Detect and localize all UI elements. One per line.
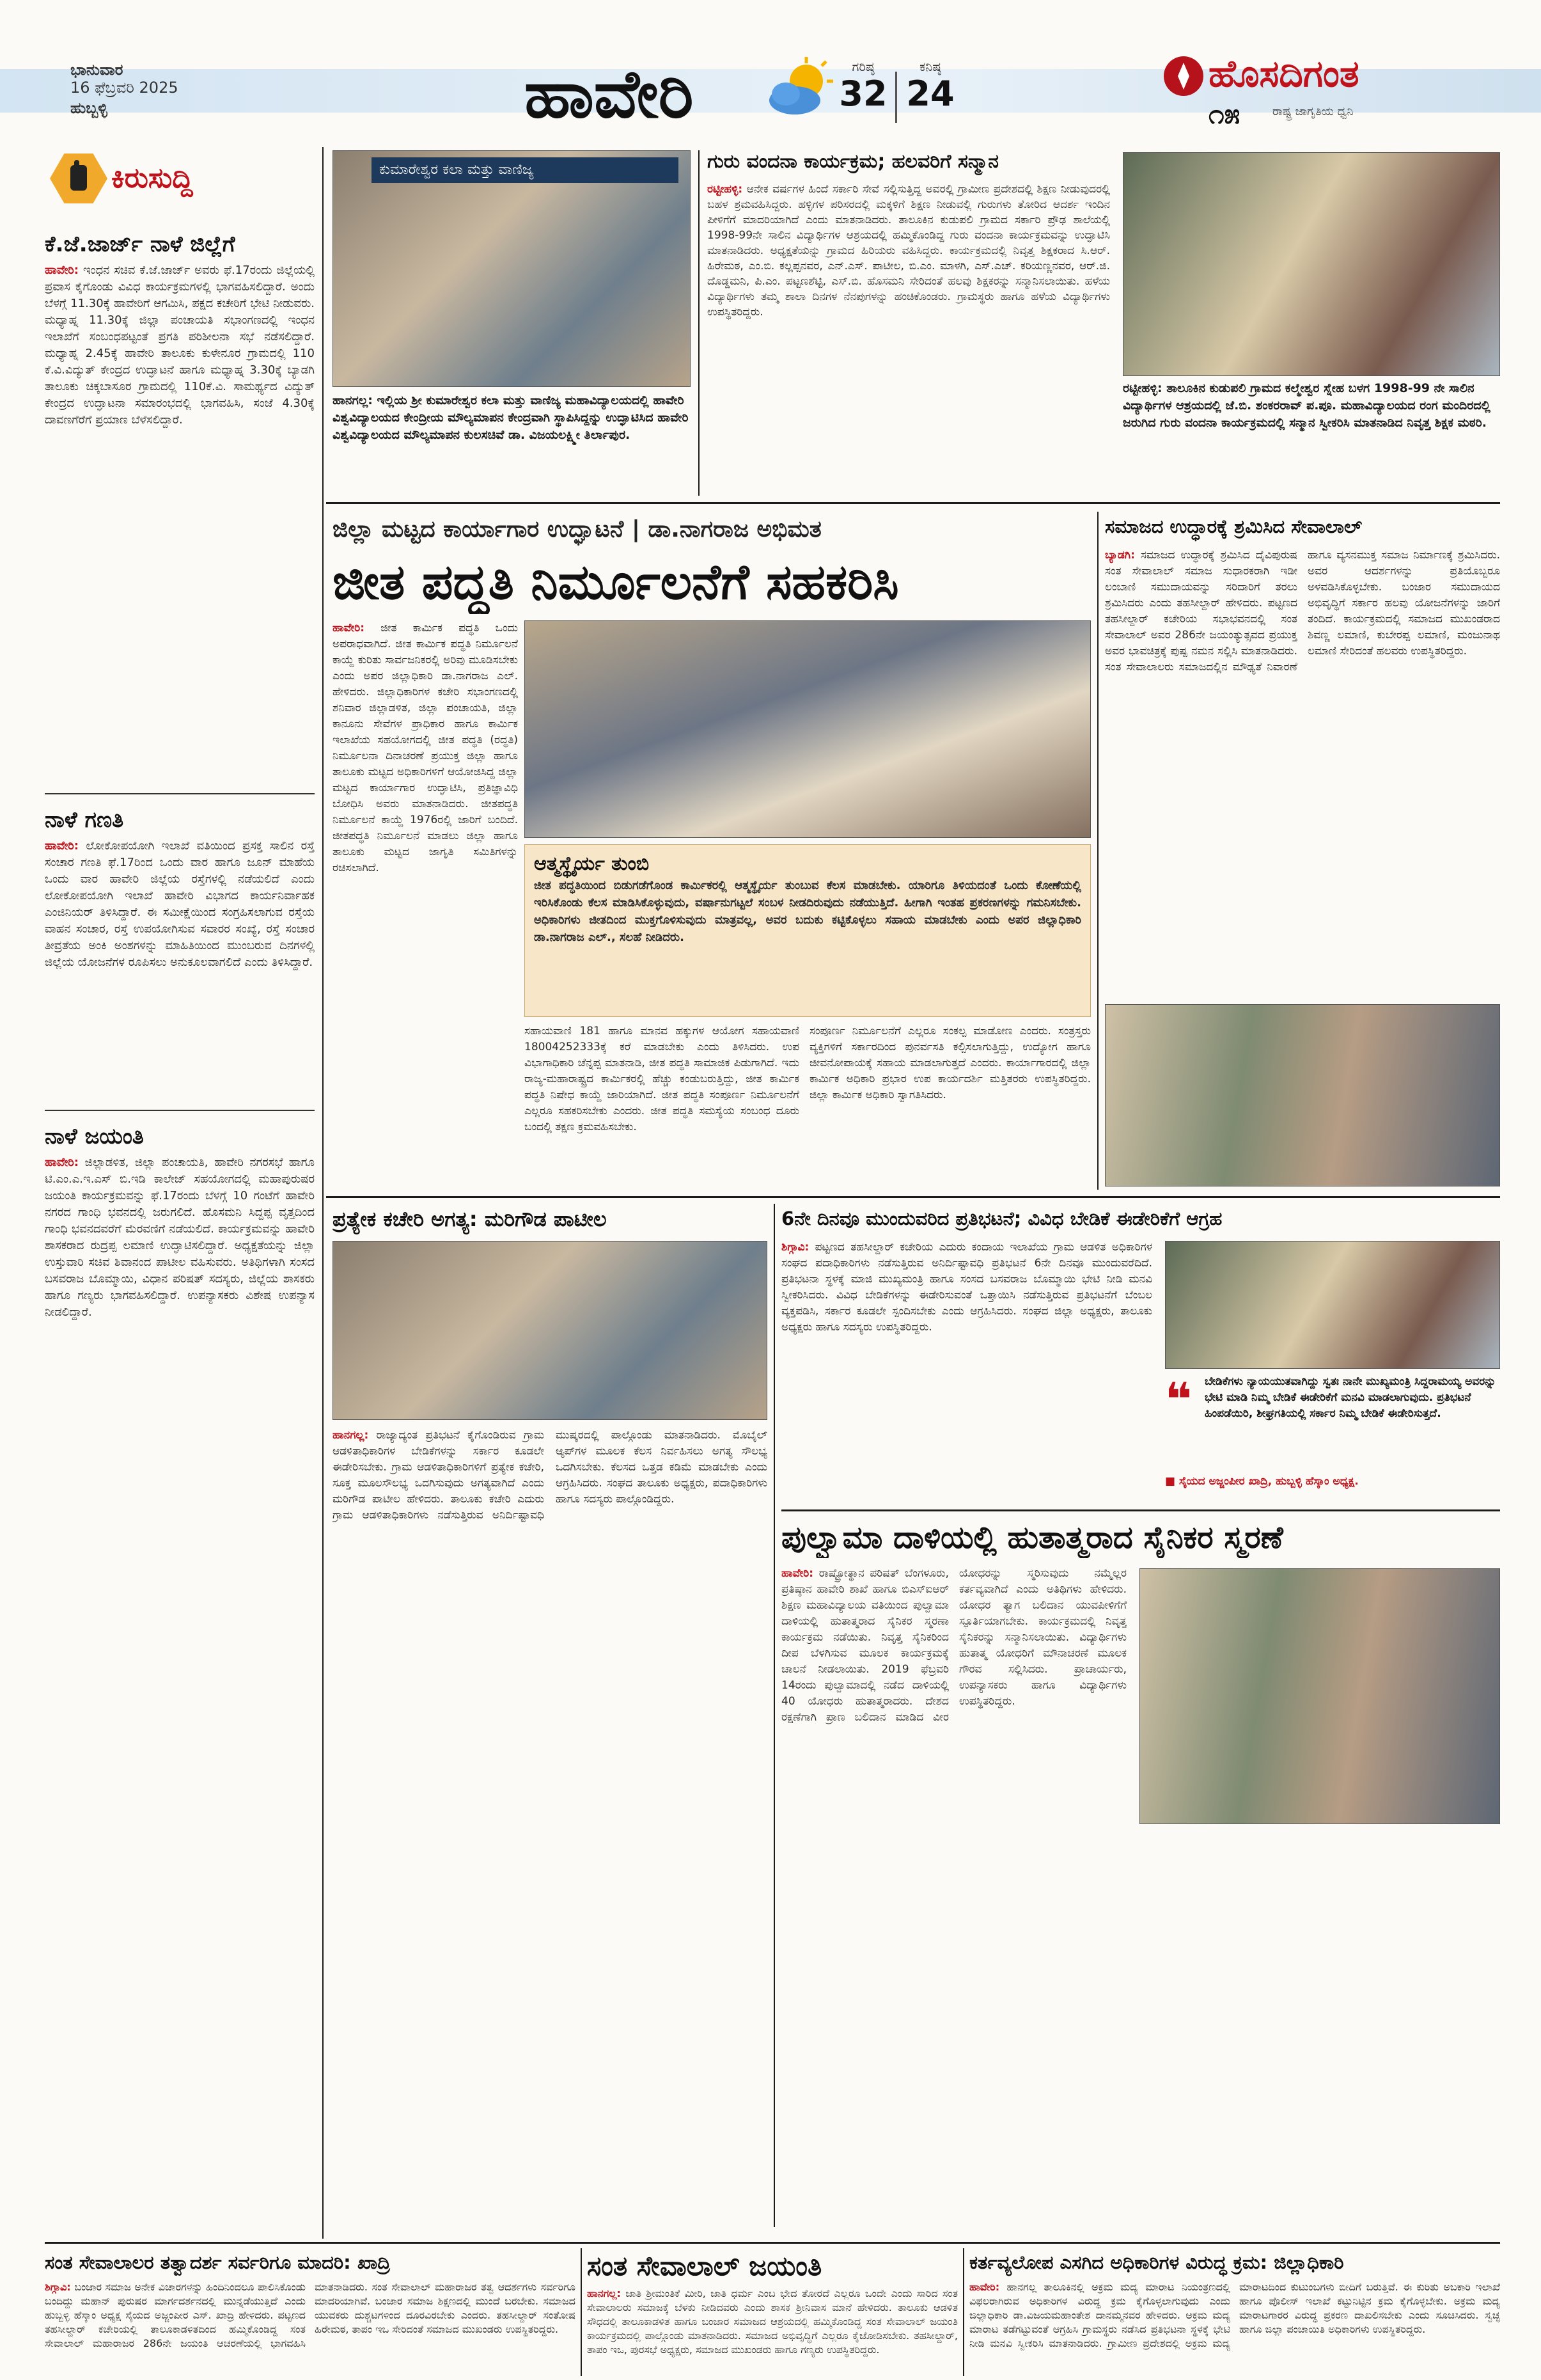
lead-box: [524, 844, 1091, 1017]
sevalal-story-1: [1105, 512, 1500, 1190]
sevalal-1-title: ಸಮಾಜದ ಉದ್ಧಾರಕ್ಕೆ ಶ್ರಮಿಸಿದ ಸೇವಾಲಾಲ್: [1105, 516, 1363, 537]
story-a-photo-banner: ಕುಮಾರೇಶ್ವರ ಕಲಾ ಮತ್ತು ವಾಣಿಜ್ಯ: [372, 157, 678, 183]
lead-story: [332, 512, 1091, 1190]
story-c-body: [332, 1428, 767, 2221]
story-c: [332, 1204, 767, 2227]
story-c-title: ಪ್ರತ್ಯೇಕ ಕಚೇರಿ ಅಗತ್ಯ: ಮರಿಗೌಡ ಪಾಟೀಲ: [332, 1207, 607, 1231]
bottom-1-title: ಸಂತ ಸೇವಾಲಾಲರ ತತ್ವಾದರ್ಶ ಸರ್ವರಿಗೂ ಮಾದರಿ: ಖಾದ್ರಿ: [45, 2251, 391, 2273]
brief-2-divider: [45, 1110, 315, 1111]
row2-divider: [326, 1196, 1500, 1198]
max-temp-label: ಗರಿಷ್ಠ: [852, 59, 875, 74]
masthead: [0, 0, 1541, 139]
pulwama-body: [781, 1566, 1127, 2225]
brief-2-dateline: ಹಾವೇರಿ:: [45, 839, 79, 853]
bottom-2-dateline: ಹಾನಗಲ್ಲ:: [587, 2287, 621, 2299]
sevalal-1-dateline: ಬ್ಯಾಡಗಿ:: [1105, 549, 1135, 562]
story-d-body: [781, 1240, 1152, 1502]
brief-1-dateline: ಹಾವೇರಿ:: [45, 264, 79, 277]
story-a: [332, 150, 691, 496]
kirusuddi-label: ಕಿರುಸುದ್ದಿ: [111, 162, 193, 194]
pulwama-title: ಪುಲ್ವಾಮಾ ದಾಳಿಯಲ್ಲಿ ಹುತಾತ್ಮರಾದ ಸೈನಿಕರ ಸ್ಮರಣೆ: [781, 1520, 1283, 1556]
row3-divider: [781, 1509, 1500, 1511]
brief-3-body: ಜಿಲ್ಲಾಡಳಿತ, ಜಿಲ್ಲಾ ಪಂಚಾಯತಿ, ಹಾವೇರಿ ನಗರಸಭೆ ಹಾಗೂ ಟಿ.ಎಂ.ಎ.ಇ.ಎಸ್ ಬಿ.ಇಡಿ ಕಾಲೇಜ್ ಸಹಯೋಗದಲ್ಲಿ ಮಹಾಪುರುಷರ ಜಯಂತಿ ಕಾರ್ಯಕ್ರಮವನ್ನು ಫೆ.17ರಂದು ಬೆಳಗ್ಗೆ 10 ಗಂಟೆಗೆ ಹಾವೇರಿ ನಗರದ ಗಾಂಧಿ ಭವನದಲ್ಲಿ ಜರುಗಲಿದೆ. ಹೊಸಮನಿ ಸಿದ್ದಪ್ಪ ವೃತ್ತದಿಂದ ಗಾಂಧಿ ಭವನದವರೆಗೆ ಮೆರವಣಿಗೆ ನಡೆಯಲಿದೆ. ಕಾರ್ಯಕ್ರಮವನ್ನು ಹಾವೇರಿ ಶಾಸಕರಾದ ರುದ್ರಪ್ಪ ಲಮಾಣಿ ಉದ್ಘಾಟಿಸಲಿದ್ದಾರೆ. ಅಧ್ಯಕ್ಷತೆಯನ್ನು ಜಿಲ್ಲಾ ಉಸ್ತುವಾರಿ ಸಚಿವ ಶಿವಾನಂದ ಪಾಟೀಲ ವಹಿಸುವರು. ಅತಿಥಿಗಳಾಗಿ ಸಂಸದ ಬಸವರಾಜ ಬೊಮ್ಮಾಯಿ, ವಿಧಾನ ಪರಿಷತ್ ಸದಸ್ಯರು, ಜಿಲ್ಲೆಯ ಶಾಸಕರು ಹಾಗೂ ಗಣ್ಯರು ಭಾಗವಹಿಸಲಿದ್ದಾರೆ. ಉಪನ್ಯಾಸಕರು ವಿಶೇಷ ಉಪನ್ಯಾಸ ನೀಡಲಿದ್ದಾರೆ.: [45, 1156, 315, 1319]
sevalal-1-text: ಸಮಾಜದ ಉದ್ಧಾರಕ್ಕೆ ಶ್ರಮಿಸಿದ ದೈವಿಪುರುಷ ಸಂತ ಸೇವಾಲಾಲ್ ಸಮಾಜ ಸುಧಾರಕರಾಗಿ ಇಡೀ ಲಂಬಾಣಿ ಸಮುದಾಯವನ್ನು ಸರಿದಾರಿಗೆ ತರಲು ಶ್ರಮಿಸಿದರು ಎಂದು ತಹಸೀಲ್ದಾರ್ ಹೇಳಿದರು. ಪಟ್ಟಣದ ತಹಸೀಲ್ದಾರ್ ಕಚೇರಿಯ ಸಭಾಭವನದಲ್ಲಿ ಸಂತ ಸೇವಾಲಾಲ್ ಅವರ 286ನೇ ಜಯಂತ್ಯುತ್ಸವದ ಪ್ರಯುಕ್ತ ಅವರ ಭಾವಚಿತ್ರಕ್ಕೆ ಪುಷ್ಪ ನಮನ ಸಲ್ಲಿಸಿ ಮಾತನಾಡಿದರು. ಸಂತ ಸೇವಾಲಾಲರು ಸಮಾಜದಲ್ಲಿನ ಮೌಢ್ಯತೆ ನಿವಾರಣೆ ಹಾಗೂ ವ್ಯಸನಮುಕ್ತ ಸಮಾಜ ನಿರ್ಮಾಣಕ್ಕೆ ಶ್ರಮಿಸಿದರು. ಅವರ ಆದರ್ಶಗಳನ್ನು ಪ್ರತಿಯೊಬ್ಬರೂ ಅಳವಡಿಸಿಕೊಳ್ಳಬೇಕು. ಬಂಜಾರ ಸಮುದಾಯದ ಅಭಿವೃದ್ಧಿಗೆ ಸರ್ಕಾರ ಹಲವು ಯೋಜನೆಗಳನ್ನು ಜಾರಿಗೆ ತಂದಿದೆ. ಕಾರ್ಯಕ್ರಮದಲ್ಲಿ ಸಮಾಜದ ಮುಖಂಡರಾದ ಶಿವಣ್ಣ ಲಮಾಣಿ, ಕುಬೇರಪ್ಪ ಲಮಾಣಿ, ಮಂಜುನಾಥ ಲಮಾಣಿ ಸೇರಿದಂತೆ ಹಲವರು ಉಪಸ್ಥಿತರಿದ್ದರು.: [1105, 549, 1500, 674]
story-d-title: 6ನೇ ದಿನವೂ ಮುಂದುವರಿದ ಪ್ರತಿಭಟನೆ; ವಿವಿಧ ಬೇಡಿಕೆ ಈಡೇರಿಕೆಗೆ ಆಗ್ರಹ: [781, 1208, 1223, 1229]
kirusuddi-column: [45, 147, 315, 2309]
bottom-2-body: [587, 2287, 958, 2376]
brief-1-title: ಕೆ.ಜೆ.ಜಾರ್ಜ್ ನಾಳೆ ಜಿಲ್ಲೆಗೆ: [45, 232, 235, 257]
max-temp-block: [834, 59, 892, 136]
issue-day: ಭಾನುವಾರ: [70, 61, 123, 79]
bottom-1-dateline: ಶಿಗ್ಗಾವಿ:: [45, 2281, 71, 2293]
paper-name: ಹೊಸದಿಗಂತ: [1209, 52, 1359, 95]
lead-col-2: ಸಹಾಯವಾಣಿ 181 ಹಾಗೂ ಮಾನವ ಹಕ್ಕುಗಳ ಆಯೋಗ ಸಹಾಯವಾಣಿ 18004252333ಕ್ಕೆ ಕರೆ ಮಾಡಬೇಕು ಎಂದು ತಿಳಿಸಿದರು. ಉಪ ವಿಭಾಗಾಧಿಕಾರಿ ಚೆನ್ನಪ್ಪ ಮಾತನಾಡಿ, ಜೀತ ಪದ್ಧತಿ ಸಾಮಾಜಿಕ ಪಿಡುಗಾಗಿದೆ. ಇದು ರಾಜ್ಯ-ಮಹಾರಾಷ್ಟ್ರದ ಕಾರ್ಮಿಕರಲ್ಲಿ ಹೆಚ್ಚು ಕಂಡುಬರುತ್ತಿದ್ದು, ಜೀತ ಕಾರ್ಮಿಕ ಪದ್ಧತಿ ನಿಷೇಧ ಕಾಯ್ದೆ ಜಾರಿಯಾಗಿದೆ. ಜೀತ ಪದ್ಧತಿ ಸಂಪೂರ್ಣ ನಿರ್ಮೂಲನೆಗೆ ಎಲ್ಲರೂ ಸಹಕರಿಸಬೇಕು ಎಂದರು. ಜೀತ ಪದ್ಧತಿ ಸಮಸ್ಯೆಯ ಸಂಬಂಧ ದೂರು ಬಂದಲ್ಲಿ ತಕ್ಷಣ ಕ್ರಮವಹಿಸಬೇಕು.: [524, 1025, 799, 1133]
quote-icon: ❝: [1165, 1374, 1193, 1412]
bottom-2-title: ಸಂತ ಸೇವಾಲಾಲ್ ಜಯಂತಿ: [587, 2250, 822, 2281]
story-b-title: ಗುರು ವಂದನಾ ಕಾರ್ಯಕ್ರಮ; ಹಲವರಿಗೆ ಸನ್ಮಾನ: [707, 150, 999, 173]
issue-city: ಹುಬ್ಬಳ್ಳಿ: [70, 99, 107, 117]
paper-tagline: ರಾಷ್ಟ್ರ ಜಾಗೃತಿಯ ಧ್ವನಿ: [1272, 105, 1354, 118]
story-b-text: ಆನೇಕ ವರ್ಷಗಳ ಹಿಂದೆ ಸರ್ಕಾರಿ ಸೇವೆ ಸಲ್ಲಿಸುತ್ತಿದ್ದ ಅವರಲ್ಲಿ ಗ್ರಾಮೀಣ ಪ್ರದೇಶದಲ್ಲಿ ಶಿಕ್ಷಣ ನೀಡುವುದರಲ್ಲಿ ಬಹಳ ಶ್ರಮವಹಿಸಿದ್ದರು. ಹಳ್ಳಿಗಳ ಪರಿಸರದಲ್ಲಿ ಮಕ್ಕಳಿಗೆ ಶಿಕ್ಷಣ ನೀಡುವಲ್ಲಿ ಗುರುಗಳು ತೋರಿದ ಆದರ್ಶ ಇಂದಿನ ಪೀಳಿಗೆಗೆ ಮಾದರಿಯಾಗಿದೆ ಎಂದು ಮಾತನಾಡಿದರು. ತಾಲೂಕಿನ ಕುಡುಪಲಿ ಗ್ರಾಮದ ಸರ್ಕಾರಿ ಪ್ರೌಢ ಶಾಲೆಯಲ್ಲಿ 1998-99ನೇ ಸಾಲಿನ ವಿದ್ಯಾರ್ಥಿಗಳ ಆಶ್ರಯದಲ್ಲಿ ಹಮ್ಮಿಕೊಂಡಿದ್ದ ಗುರು ವಂದನಾ ಕಾರ್ಯಕ್ರಮವನ್ನು ಉದ್ಘಾಟಿಸಿ ಮಾತನಾಡಿದರು. ಅಧ್ಯಕ್ಷತೆಯನ್ನು ಗ್ರಾಮದ ಹಿರಿಯರು ವಹಿಸಿದ್ದರು. ಕಾರ್ಯಕ್ರಮದಲ್ಲಿ ನಿವೃತ್ತ ಶಿಕ್ಷಕರಾದ ಸಿ.ಆರ್. ಹಿರೇಮಠ, ಎಂ.ಬಿ. ಕಲ್ಲಪ್ಪನವರ, ಎನ್.ಎಸ್. ಪಾಟೀಲ, ಬಿ.ಎಂ. ಮಾಳಗಿ, ಎಸ್.ಎಚ್. ಕರಿಯಣ್ಣನವರ, ಆರ್.ಜಿ. ದೊಡ್ಡಮನಿ, ಪಿ.ಎಂ. ಪಟ್ಟಣಶೆಟ್ಟಿ, ಎಸ್.ಬಿ. ಹೊಸಮನಿ ಸೇರಿದಂತೆ ಹಲವು ಶಿಕ್ಷಕರನ್ನು ಸನ್ಮಾನಿಸಲಾಯಿತು. ಹಳೆಯ ವಿದ್ಯಾರ್ಥಿಗಳು ತಮ್ಮ ಶಾಲಾ ದಿನಗಳ ನೆನಪುಗಳನ್ನು ಹಂಚಿಕೊಂಡರು. ಗ್ರಾಮಸ್ಥರು ಹಾಗೂ ಹಳೆಯ ವಿದ್ಯಾರ್ಥಿಗಳು ಉಪಸ್ಥಿತರಿದ್ದರು.: [707, 183, 1110, 319]
pulwama-dateline: ಹಾವೇರಿ:: [781, 1567, 814, 1580]
edition-title: ಹಾವೇರಿ: [524, 55, 694, 133]
lead-col-1-text: ಜೀತ ಕಾರ್ಮಿಕ ಪದ್ಧತಿ ಒಂದು ಅಪರಾಧವಾಗಿದೆ. ಜೀತ ಕಾರ್ಮಿಕ ಪದ್ಧತಿ ನಿರ್ಮೂಲನೆ ಕಾಯ್ದೆ ಕುರಿತು ಸಾರ್ವಜನಿಕರಲ್ಲಿ ಅರಿವು ಮೂಡಿಸಬೇಕು ಎಂದು ಅಪರ ಜಿಲ್ಲಾಧಿಕಾರಿ ಡಾ.ನಾಗರಾಜ ಎಲ್. ಹೇಳಿದರು. ಜಿಲ್ಲಾಧಿಕಾರಿಗಳ ಕಚೇರಿ ಸಭಾಂಗಣದಲ್ಲಿ ಶನಿವಾರ ಜಿಲ್ಲಾಡಳಿತ, ಜಿಲ್ಲಾ ಪಂಚಾಯತಿ, ಜಿಲ್ಲಾ ಕಾನೂನು ಸೇವೆಗಳ ಪ್ರಾಧಿಕಾರ ಹಾಗೂ ಕಾರ್ಮಿಕ ಇಲಾಖೆಯ ಸಹಯೋಗದಲ್ಲಿ ಜೀತ ಪದ್ಧತಿ (ರದ್ಧತಿ) ನಿರ್ಮೂಲನಾ ದಿನಾಚರಣೆ ಪ್ರಯುಕ್ತ ಜಿಲ್ಲಾ ಹಾಗೂ ತಾಲೂಕು ಮಟ್ಟದ ಅಧಿಕಾರಿಗಳಿಗೆ ಆಯೋಜಿಸಿದ್ದ ಜಿಲ್ಲಾ ಮಟ್ಟದ ಕಾರ್ಯಾಗಾರ ಉದ್ಘಾಟಿಸಿ, ಪ್ರತಿಜ್ಞಾವಿಧಿ ಬೋಧಿಸಿ ಅವರು ಮಾತನಾಡಿದರು. ಜೀತಪದ್ಧತಿ ನಿರ್ಮೂಲನೆ ಕಾಯ್ದೆ 1976ರಲ್ಲಿ ಜಾರಿಗೆ ಬಂದಿದೆ. ಜೀತಪದ್ಧತಿ ನಿರ್ಮೂಲನೆ ಮಾಡಲು ಜಿಲ್ಲಾ ಹಾಗೂ ತಾಲೂಕು ಮಟ್ಟದ ಜಾಗೃತಿ ಸಮಿತಿಗಳನ್ನು ರಚಿಸಲಾಗಿದೆ.: [332, 622, 518, 874]
bottom-story-3: [969, 2248, 1500, 2376]
sevalal-1-body: [1105, 548, 1500, 995]
hand-icon: [50, 154, 107, 203]
pulwama-story: [781, 1517, 1500, 2227]
brief-2-title: ನಾಳೆ ಗಣತಿ: [45, 807, 124, 833]
brief-1: [45, 230, 315, 806]
kirusuddi-badge: [50, 154, 306, 205]
story-d-callout-sign: ■ ಸೈಯದ ಅಜ್ಜಂಪೀರ ಖಾದ್ರಿ, ಹುಬ್ಬಳ್ಳಿ ಹೆಸ್ಕಾಂ ಅಧ್ಯಕ್ಷ.: [1165, 1475, 1359, 1488]
bottom-story-1: [45, 2248, 575, 2376]
story-b: [707, 147, 1500, 496]
story-a-photo: [332, 150, 691, 387]
lead-photo: [524, 620, 1091, 838]
sevalal-1-photo: [1105, 1004, 1500, 1186]
kirusuddi-column-rule: [322, 147, 324, 2239]
story-a-rule: [698, 150, 700, 496]
bottom-story-2: [587, 2248, 958, 2376]
brief-3-dateline: ಹಾವೇರಿ:: [45, 1156, 79, 1169]
issue-date-block: [70, 61, 262, 131]
story-d-photo: [1165, 1241, 1500, 1369]
bottom-3-body: [969, 2280, 1500, 2376]
bottom-2-text: ಜಾತಿ ಶ್ರೀಮಂತಿಕೆ ಮೀರಿ, ಜಾತಿ ಧರ್ಮ ಎಂಬ ಭೇದ ತೋರದೆ ಎಲ್ಲರೂ ಒಂದೇ ಎಂದು ಸಾರಿದ ಸಂತ ಸೇವಾಲಾಲರು ಸಮಾಜಕ್ಕೆ ಬೆಳಕು ನೀಡಿದವರು ಎಂದು ಶಾಸಕ ಶ್ರೀನಿವಾಸ ಮಾನೆ ಹೇಳಿದರು. ತಾಲೂಕು ಆಡಳಿತ ಸೌಧದಲ್ಲಿ ತಾಲೂಕಾಡಳಿತ ಹಾಗೂ ಬಂಜಾರ ಸಮಾಜದ ಆಶ್ರಯದಲ್ಲಿ ಹಮ್ಮಿಕೊಂಡಿದ್ದ ಸಂತ ಸೇವಾಲಾಲ್ ಜಯಂತಿ ಕಾರ್ಯಕ್ರಮದಲ್ಲಿ ಪಾಲ್ಗೊಂಡು ಮಾತನಾಡಿದರು. ಸಮಾಜದ ಅಭಿವೃದ್ಧಿಗೆ ಎಲ್ಲರೂ ಕೈಜೋಡಿಸಬೇಕು. ತಹಸೀಲ್ದಾರ್, ತಾಪಂ ಇಒ, ಪುರಸಭೆ ಅಧ್ಯಕ್ಷರು, ಸಮಾಜದ ಮುಖಂಡರು ಹಾಗೂ ಗಣ್ಯರು ಉಪಸ್ಥಿತರಿದ್ದರು.: [587, 2287, 958, 2356]
story-d-text: ಪಟ್ಟಣದ ತಹಸೀಲ್ದಾರ್ ಕಚೇರಿಯ ಎದುರು ಕಂದಾಯ ಇಲಾಖೆಯ ಗ್ರಾಮ ಆಡಳಿತ ಅಧಿಕಾರಿಗಳ ಸಂಘದ ಪದಾಧಿಕಾರಿಗಳು ನಡೆಸುತ್ತಿರುವ ಅನಿರ್ದಿಷ್ಟಾವಧಿ ಪ್ರತಿಭಟನೆ 6ನೇ ದಿನವೂ ಮುಂದುವರೆದಿದೆ. ಪ್ರತಿಭಟನಾ ಸ್ಥಳಕ್ಕೆ ಮಾಜಿ ಮುಖ್ಯಮಂತ್ರಿ ಹಾಗೂ ಸಂಸದ ಬಸವರಾಜ ಬೊಮ್ಮಾಯಿ ಭೇಟಿ ನೀಡಿ ಮನವಿ ಸ್ವೀಕರಿಸಿದರು. ವಿವಿಧ ಬೇಡಿಕೆಗಳನ್ನು ಈಡೇರಿಸುವಂತೆ ಒತ್ತಾಯಿಸಿ ನಡೆಸುತ್ತಿರುವ ಪ್ರತಿಭಟನೆಗೆ ಬೆಂಬಲ ವ್ಯಕ್ತಪಡಿಸಿ, ಸರ್ಕಾರ ಕೂಡಲೇ ಸ್ಪಂದಿಸಬೇಕು ಎಂದು ಆಗ್ರಹಿಸಿದರು. ಸಂಘದ ಜಿಲ್ಲಾ ಅಧ್ಯಕ್ಷರು, ತಾಲೂಕು ಅಧ್ಯಕ್ಷರು ಹಾಗೂ ಸದಸ್ಯರು ಉಪಸ್ಥಿತರಿದ್ದರು.: [781, 1241, 1152, 1334]
lead-col-3: ಸಂಪೂರ್ಣ ನಿರ್ಮೂಲನೆಗೆ ಎಲ್ಲರೂ ಸಂಕಲ್ಪ ಮಾಡೋಣ ಎಂದರು. ಸಂತ್ರಸ್ತರು ವ್ಯಕ್ತಿಗಳಿಗೆ ಸರ್ಕಾರದಿಂದ ಪುನರ್ವಸತಿ ಕಲ್ಪಿಸಲಾಗುತ್ತಿದ್ದು, ಉದ್ಯೋಗ ಹಾಗೂ ಜೀವನೋಪಾಯಕ್ಕೆ ಸಹಾಯ ಮಾಡಲಾಗುತ್ತದೆ ಎಂದರು. ಕಾರ್ಯಾಗಾರದಲ್ಲಿ ಜಿಲ್ಲಾ ಕಾರ್ಮಿಕ ಅಧಿಕಾರಿ ಪ್ರಭಾರ ಉಪ ಕಾರ್ಯದರ್ಶಿ ಮತ್ತಿತರರು ಉಪಸ್ಥಿತರಿದ್ದರು. ಜಿಲ್ಲಾ ಕಾರ್ಮಿಕ ಅಧಿಕಾರಿ ಸ್ವಾಗತಿಸಿದರು.: [810, 1025, 1091, 1101]
pulwama-text: ರಾಷ್ಟ್ರೋತ್ಥಾನ ಪರಿಷತ್ ಬೆಂಗಳೂರು, ಪ್ರತಿಷ್ಠಾನ ಹಾವೇರಿ ಶಾಖೆ ಹಾಗೂ ಬಿಎಸ್ಐಆರ್ ಶಿಕ್ಷಣ ಮಹಾವಿದ್ಯಾಲಯ ವತಿಯಿಂದ ಪುಲ್ವಾಮಾ ದಾಳಿಯಲ್ಲಿ ಹುತಾತ್ಮರಾದ ಸೈನಿಕರ ಸ್ಮರಣಾ ಕಾರ್ಯಕ್ರಮ ನಡೆಯಿತು. ನಿವೃತ್ತ ಸೈನಿಕರಿಂದ ದೀಪ ಬೆಳಗಿಸುವ ಮೂಲಕ ಕಾರ್ಯಕ್ರಮಕ್ಕೆ ಚಾಲನೆ ನೀಡಲಾಯಿತು. 2019 ಫೆಬ್ರವರಿ 14ರಂದು ಪುಲ್ವಾಮಾದಲ್ಲಿ ನಡೆದ ದಾಳಿಯಲ್ಲಿ 40 ಯೋಧರು ಹುತಾತ್ಮರಾದರು. ದೇಶದ ರಕ್ಷಣೆಗಾಗಿ ಪ್ರಾಣ ಬಲಿದಾನ ಮಾಡಿದ ವೀರ ಯೋಧರನ್ನು ಸ್ಮರಿಸುವುದು ನಮ್ಮೆಲ್ಲರ ಕರ್ತವ್ಯವಾಗಿದೆ ಎಂದು ಅತಿಥಿಗಳು ಹೇಳಿದರು. ಯೋಧರ ತ್ಯಾಗ ಬಲಿದಾನ ಯುವಪೀಳಿಗೆಗೆ ಸ್ಫೂರ್ತಿಯಾಗಬೇಕು. ಕಾರ್ಯಕ್ರಮದಲ್ಲಿ ನಿವೃತ್ತ ಸೈನಿಕರನ್ನು ಸನ್ಮಾನಿಸಲಾಯಿತು. ವಿದ್ಯಾರ್ಥಿಗಳು ಹುತಾತ್ಮ ಯೋಧರಿಗೆ ಮೌನಾಚರಣೆ ಮೂಲಕ ಗೌರವ ಸಲ್ಲಿಸಿದರು. ಪ್ರಾಚಾರ್ಯರು, ಉಪನ್ಯಾಸಕರು ಹಾಗೂ ವಿದ್ಯಾರ್ಥಿಗಳು ಉಪಸ್ಥಿತರಿದ್ದರು.: [781, 1567, 1127, 1724]
story-b-photo: [1123, 152, 1500, 376]
temp-divider: [895, 72, 897, 123]
story-b-dateline: ರಟ್ಟೀಹಳ್ಳಿ:: [707, 183, 743, 196]
bottom-1-body: [45, 2280, 575, 2376]
brief-1-divider: [45, 793, 315, 794]
bottom-rule-1: [581, 2248, 582, 2376]
story-c-text: ರಾಜ್ಯಾದ್ಯಂತ ಪ್ರತಿಭಟನೆ ಕೈಗೊಂಡಿರುವ ಗ್ರಾಮ ಆಡಳಿತಾಧಿಕಾರಿಗಳ ಬೇಡಿಕೆಗಳನ್ನು ಸರ್ಕಾರ ಕೂಡಲೇ ಈಡೇರಿಸಬೇಕು. ಗ್ರಾಮ ಆಡಳಿತಾಧಿಕಾರಿಗಳಿಗೆ ಪ್ರತ್ಯೇಕ ಕಚೇರಿ, ಸೂಕ್ತ ಮೂಲಸೌಲಭ್ಯ ಒದಗಿಸುವುದು ಅಗತ್ಯವಾಗಿದೆ ಎಂದು ಮರಿಗೌಡ ಪಾಟೀಲ ಹೇಳಿದರು. ತಾಲೂಕು ಕಚೇರಿ ಎದುರು ಗ್ರಾಮ ಆಡಳಿತಾಧಿಕಾರಿಗಳು ನಡೆಸುತ್ತಿರುವ ಅನಿರ್ದಿಷ್ಟಾವಧಿ ಮುಷ್ಕರದಲ್ಲಿ ಪಾಲ್ಗೊಂಡು ಮಾತನಾಡಿದರು. ಮೊಬೈಲ್ ಆ್ಯಪ್‌ಗಳ ಮೂಲಕ ಕೆಲಸ ನಿರ್ವಹಿಸಲು ಅಗತ್ಯ ಸೌಲಭ್ಯ ಒದಗಿಸಬೇಕು. ಕೆಲಸದ ಒತ್ತಡ ಕಡಿಮೆ ಮಾಡಬೇಕು ಎಂದು ಆಗ್ರಹಿಸಿದರು. ಸಂಘದ ತಾಲೂಕು ಅಧ್ಯಕ್ಷರು, ಪದಾಧಿಕಾರಿಗಳು ಹಾಗೂ ಸದಸ್ಯರು ಪಾಲ್ಗೊಂಡಿದ್ದರು.: [332, 1429, 767, 1522]
story-d-callout-text: ಬೇಡಿಕೆಗಳು ನ್ಯಾಯಯುತವಾಗಿದ್ದು ಸ್ವತಃ ನಾನೇ ಮುಖ್ಯಮಂತ್ರಿ ಸಿದ್ದರಾಮಯ್ಯ ಅವರನ್ನು ಭೇಟಿ ಮಾಡಿ ನಿಮ್ಮ ಬೇಡಿಕೆ ಈಡೇರಿಕೆಗೆ ಮನವಿ ಮಾಡಲಾಗುವುದು. ಪ್ರತಿಭಟನೆ ಹಿಂಪಡೆಯಿರಿ, ಶೀಘ್ರಗತಿಯಲ್ಲಿ ಸರ್ಕಾರ ನಿಮ್ಮ ಬೇಡಿಕೆ ಈಡೇರಿಸುತ್ತದೆ.: [1205, 1375, 1496, 1420]
story-d-callout: [1165, 1374, 1500, 1502]
page-number: ೧೫: [1209, 99, 1240, 130]
lead-col-1: [332, 620, 518, 1183]
row1-divider: [326, 502, 1500, 504]
brief-3: [45, 1123, 315, 2306]
row4-divider: [45, 2242, 1500, 2244]
bottom-3-text: ಹಾನಗಲ್ಲ ತಾಲೂಕಿನಲ್ಲಿ ಅಕ್ರಮ ಮದ್ಯ ಮಾರಾಟ ನಿಯಂತ್ರಣದಲ್ಲಿ ವಿಫಲರಾಗಿರುವ ಅಧಿಕಾರಿಗಳ ವಿರುದ್ಧ ಕ್ರಮ ಕೈಗೊಳ್ಳಲಾಗುವುದು ಎಂದು ಜಿಲ್ಲಾಧಿಕಾರಿ ಡಾ.ವಿಜಯಮಹಾಂತೇಶ ದಾನಮ್ಮನವರ ಹೇಳಿದರು. ಅಕ್ರಮ ಮದ್ಯ ಮಾರಾಟ ತಡೆಗಟ್ಟುವಂತೆ ಆಗ್ರಹಿಸಿ ಗ್ರಾಮಸ್ಥರು ನಡೆಸಿದ ಪ್ರತಿಭಟನಾ ಸ್ಥಳಕ್ಕೆ ಭೇಟಿ ನೀಡಿ ಮನವಿ ಸ್ವೀಕರಿಸಿ ಮಾತನಾಡಿದರು. ಗ್ರಾಮೀಣ ಪ್ರದೇಶದಲ್ಲಿ ಅಕ್ರಮ ಮದ್ಯ ಮಾರಾಟದಿಂದ ಕುಟುಂಬಗಳು ಬೀದಿಗೆ ಬರುತ್ತಿವೆ. ಈ ಕುರಿತು ಅಬಕಾರಿ ಇಲಾಖೆ ಹಾಗೂ ಪೊಲೀಸ್ ಇಲಾಖೆ ಕಟ್ಟುನಿಟ್ಟಿನ ಕ್ರಮ ಕೈಗೊಳ್ಳಬೇಕು. ಅಕ್ರಮ ಮದ್ಯ ಮಾರಾಟಗಾರರ ವಿರುದ್ಧ ಪ್ರಕರಣ ದಾಖಲಿಸಬೇಕು ಎಂದು ಸೂಚಿಸಿದರು. ಸ್ವಚ್ಛ ಹಾಗೂ ಜಿಲ್ಲಾ ಪಂಚಾಯಿತಿ ಅಧಿಕಾರಿಗಳು ಉಪಸ್ಥಿತರಿದ್ದರು.: [969, 2281, 1500, 2349]
bottom-1-text: ಬಂಜಾರ ಸಮಾಜ ಅನೇಕ ವಿಚಾರಗಳನ್ನು ಹಿಂದಿನಿಂದಲೂ ಪಾಲಿಸಿಕೊಂಡು ಬಂದಿದ್ದು ಮಹಾನ್ ಪುರುಷರ ಮಾರ್ಗದರ್ಶನದಲ್ಲಿ ಮುನ್ನಡೆಯುತ್ತಿದೆ ಎಂದು ಹುಬ್ಬಳ್ಳಿ ಹೆಸ್ಕಾಂ ಅಧ್ಯಕ್ಷ ಸೈಯದ ಅಜ್ಜಂಪೀರ ಎಸ್. ಖಾದ್ರಿ ಹೇಳಿದರು. ಪಟ್ಟಣದ ತಹಸೀಲ್ದಾರ್ ಕಚೇರಿಯಲ್ಲಿ ತಾಲೂಕಾಡಳಿತದಿಂದ ಹಮ್ಮಿಕೊಂಡಿದ್ದ ಸಂತ ಸೇವಾಲಾಲ್ ಮಹಾರಾಜರ 286ನೇ ಜಯಂತಿ ಆಚರಣೆಯಲ್ಲಿ ಭಾಗವಹಿಸಿ ಮಾತನಾಡಿದರು. ಸಂತ ಸೇವಾಲಾಲ್ ಮಹಾರಾಜರ ತತ್ವ ಆದರ್ಶಗಳು ಸರ್ವರಿಗೂ ಮಾದರಿಯಾಗಿವೆ. ಬಂಜಾರ ಸಮಾಜ ಶಿಕ್ಷಣದಲ್ಲಿ ಮುಂದೆ ಬರಬೇಕು. ಸಮಾಜದ ಯುವಕರು ದುಶ್ಚಟಗಳಿಂದ ದೂರವಿರಬೇಕು ಎಂದರು. ತಹಸೀಲ್ದಾರ್ ಸಂತೋಷ ಹಿರೇಮಠ, ತಾಪಂ ಇಒ ಸೇರಿದಂತೆ ಸಮಾಜದ ಮುಖಂಡರು ಉಪಸ್ಥಿತರಿದ್ದರು.: [45, 2281, 575, 2349]
issue-date: 16 ಫೆಬ್ರವರಿ 2025: [70, 79, 178, 97]
bottom-3-dateline: ಹಾವೇರಿ:: [969, 2281, 1000, 2293]
bottom-rule-2: [963, 2248, 964, 2376]
bottom-3-title: ಕರ್ತವ್ಯಲೋಪ ಎಸಗಿದ ಅಧಿಕಾರಿಗಳ ವಿರುದ್ಧ ಕ್ರಮ: ಜಿಲ್ಲಾಧಿಕಾರಿ: [969, 2251, 1344, 2273]
max-temp-value: 32: [839, 74, 888, 114]
lead-box-title: ಆತ್ಮಸ್ಥೈರ್ಯ ತುಂಬಿ: [534, 853, 650, 875]
story-b-caption: ರಟ್ಟೀಹಳ್ಳಿ: ತಾಲೂಕಿನ ಕುಡುಪಲಿ ಗ್ರಾಮದ ಕಲ್ಮೇಶ್ವರ ಸ್ನೇಹ ಬಳಗ 1998-99 ನೇ ಸಾಲಿನ ವಿದ್ಯಾರ್ಥಿಗಳ ಆಶ್ರಯದಲ್ಲಿ ಜೆ.ಬಿ. ಶಂಕರರಾವ್ ಪ.ಪೂ. ಮಹಾವಿದ್ಯಾಲಯದ ರಂಗ ಮಂದಿರದಲ್ಲಿ ಜರುಗಿದ ಗುರು ವಂದನಾ ಕಾರ್ಯಕ್ರಮದಲ್ಲಿ ಸನ್ಮಾನ ಸ್ವೀಕರಿಸಿ ಮಾತನಾಡಿದ ನಿವೃತ್ತ ಶಿಕ್ಷಕ ಮಠರಿ.: [1123, 381, 1490, 430]
story-c-photo: [332, 1241, 767, 1420]
pulwama-photo: [1139, 1568, 1500, 1824]
min-temp-label: ಕನಿಷ್ಠ: [919, 59, 941, 74]
weather-icon: [764, 54, 834, 125]
lead-kicker: ಜಿಲ್ಲಾ ಮಟ್ಟದ ಕಾರ್ಯಾಗಾರ ಉದ್ಘಾಟನೆ | ಡಾ.ನಾಗರಾಜ ಅಭಿಮತ: [332, 516, 822, 542]
paper-logo-icon: [1164, 56, 1203, 96]
lead-rule: [1097, 512, 1099, 1190]
lead-dateline: ಹಾವೇರಿ:: [332, 622, 365, 634]
story-d-dateline: ಶಿಗ್ಗಾವಿ:: [781, 1241, 810, 1254]
lead-box-body: ಜೀತ ಪದ್ಧತಿಯಿಂದ ಬಿಡುಗಡೆಗೊಂಡ ಕಾರ್ಮಿಕರಲ್ಲಿ ಆತ್ಮಸ್ಥೈರ್ಯ ತುಂಬುವ ಕೆಲಸ ಮಾಡಬೇಕು. ಯಾರಿಗೂ ತಿಳಿಯದಂತೆ ಒಂದು ಕೋಣೆಯಲ್ಲಿ ಇರಿಸಿಕೊಂಡು ಕೆಲಸ ಮಾಡಿಸಿಕೊಳ್ಳುವುದು, ವರ್ಷಾನುಗಟ್ಟಲೆ ಸಂಬಳ ನೀಡದಿರುವುದು ನಡೆಯುತ್ತಿದೆ. ಹೀಗಾಗಿ ಇಂತಹ ಪ್ರಕರಣಗಳನ್ನು ಗಮನಿಸಬೇಕು. ಅಧಿಕಾರಿಗಳು ಜೀತದಿಂದ ಮುಕ್ತಗೊಳಿಸುವುದು ಮಾತ್ರವಲ್ಲ, ಅವರ ಬದುಕು ಕಟ್ಟಿಕೊಳ್ಳಲು ಸಹಾಯ ಮಾಡಬೇಕು ಎಂದು ಅಪರ ಜಿಲ್ಲಾಧಿಕಾರಿ ಡಾ.ನಾಗರಾಜ ಎಲ್., ಸಲಹೆ ನೀಡಿದರು.: [534, 879, 1081, 944]
min-temp-value: 24: [906, 74, 955, 114]
brief-2-body: ಲೋಕೋಪಯೋಗಿ ಇಲಾಖೆ ವತಿಯಿಂದ ಪ್ರಸಕ್ತ ಸಾಲಿನ ರಸ್ತೆ ಸಂಚಾರ ಗಣತಿ ಫೆ.17ರಿಂದ ಒಂದು ವಾರ ಹಾಗೂ ಜೂನ್ ಮಾಹೆಯ ಒಂದು ವಾರ ಹಾವೇರಿ ಜಿಲ್ಲೆಯ ರಸ್ತೆಗಳಲ್ಲಿ ನಡೆಯಲಿದೆ ಎಂದು ಲೋಕೋಪಯೋಗಿ ಇಲಾಖೆ ಹಾವೇರಿ ವಿಭಾಗದ ಕಾರ್ಯನಿರ್ವಾಹಕ ಎಂಜಿನಿಯರ್ ತಿಳಿಸಿದ್ದಾರೆ. ಈ ಸಮೀಕ್ಷೆಯಿಂದ ಸಂಗ್ರಹಿಸಲಾಗುವ ರಸ್ತೆಯ ವಾಹನ ಸಂಚಾರ, ರಸ್ತೆ ಉಪಯೋಗಿಸುವ ಸವಾರರ ಸಂಖ್ಯೆ, ರಸ್ತೆ ಸಂಚಾರ ತೀವ್ರತೆಯ ಅಂಕಿ ಅಂಶಗಳನ್ನು ಮಾಹಿತಿಯಿಂದ ಮುಂಬರುವ ದಿನಗಳಲ್ಲಿ ಜಿಲ್ಲೆಯ ಯೋಜನೆಗಳ ರೂಪಿಸಲು ಅನುಕೂಲವಾಗಲಿದೆ ಎಂದು ತಿಳಿಸಿದ್ದಾರೆ.: [45, 839, 315, 969]
paper-logo-block: [1151, 45, 1451, 134]
story-c-rule: [774, 1204, 775, 2227]
story-a-caption: ಹಾನಗಲ್ಲ: ಇಲ್ಲಿಯ ಶ್ರೀ ಕುಮಾರೇಶ್ವರ ಕಲಾ ಮತ್ತು ವಾಣಿಜ್ಯ ಮಹಾವಿದ್ಯಾಲಯದಲ್ಲಿ ಹಾವೇರಿ ವಿಶ್ವವಿದ್ಯಾಲಯದ ಕೇಂದ್ರೀಯ ಮೌಲ್ಯಮಾಪನ ಕೇಂದ್ರವಾಗಿ ಸ್ಥಾಪಿಸಿದ್ದನ್ನು ಉದ್ಘಾಟಿಸಿದ ಹಾವೇರಿ ವಿಶ್ವವಿದ್ಯಾಲಯದ ಮೌಲ್ಯಮಾಪನ ಕುಲಸಚಿವೆ ಡಾ. ವಿಜಯಲಕ್ಷ್ಮೀ ತಿರ್ಲಾಪುರ.: [332, 393, 689, 442]
story-d: [781, 1204, 1500, 1504]
story-c-dateline: ಹಾನಗಲ್ಲ:: [332, 1429, 369, 1442]
brief-3-title: ನಾಳೆ ಜಯಂತಿ: [45, 1124, 144, 1149]
story-b-body: [707, 182, 1110, 495]
min-temp-block: [902, 59, 959, 136]
brief-1-body: ಇಂಧನ ಸಚಿವ ಕೆ.ಜೆ.ಜಾರ್ಜ್ ಅವರು ಫೆ.17ರಂದು ಜಿಲ್ಲೆಯಲ್ಲಿ ಪ್ರವಾಸ ಕೈಗೊಂಡು ವಿವಿಧ ಕಾರ್ಯಕ್ರಮಗಳಲ್ಲಿ ಭಾಗವಹಿಸಲಿದ್ದಾರೆ. ಅಂದು ಬೆಳಗ್ಗೆ 11.30ಕ್ಕೆ ಹಾವೇರಿಗೆ ಆಗಮಿಸಿ, ಪಕ್ಷದ ಕಚೇರಿಗೆ ಭೇಟಿ ನೀಡುವರು. ಮಧ್ಯಾಹ್ನ 11.30ಕ್ಕೆ ಜಿಲ್ಲಾ ಪಂಚಾಯತಿ ಸಭಾಂಗಣದಲ್ಲಿ ಇಂಧನ ಇಲಾಖೆಗೆ ಸಂಬಂಧಪಟ್ಟಂತೆ ಪ್ರಗತಿ ಪರಿಶೀಲನಾ ಸಭೆ ನಡೆಸಲಿದ್ದಾರೆ. ಮಧ್ಯಾಹ್ನ 2.45ಕ್ಕೆ ಹಾವೇರಿ ತಾಲೂಕು ಕುಳೇನೂರ ಗ್ರಾಮದಲ್ಲಿ 110 ಕೆ.ವಿ.ವಿದ್ಯುತ್ ಕೇಂದ್ರದ ಉದ್ಘಾಟನೆ ಹಾಗೂ ಮಧ್ಯಾಹ್ನ 3.30ಕ್ಕೆ ಬ್ಯಾಡಗಿ ತಾಲೂಕು ಚಿಕ್ಕಬಾಸೂರ ಗ್ರಾಮದಲ್ಲಿ 110ಕೆ.ವಿ. ಸಾಮರ್ಥ್ಯದ ವಿದ್ಯುತ್ ಕೇಂದ್ರದ ಉದ್ಘಾಟನಾ ಸಮಾರಂಭದಲ್ಲಿ ಭಾಗವಹಿಸಿ, ಸಂಜೆ 4.30ಕ್ಕೆ ದಾವಣಗೆರೆಗೆ ಪ್ರಯಾಣ ಬೆಳೆಸಲಿದ್ದಾರೆ.: [45, 264, 315, 427]
lead-headline: ಜೀತ ಪದ್ಧತಿ ನಿರ್ಮೂಲನೆಗೆ ಸಹಕರಿಸಿ: [332, 553, 899, 610]
